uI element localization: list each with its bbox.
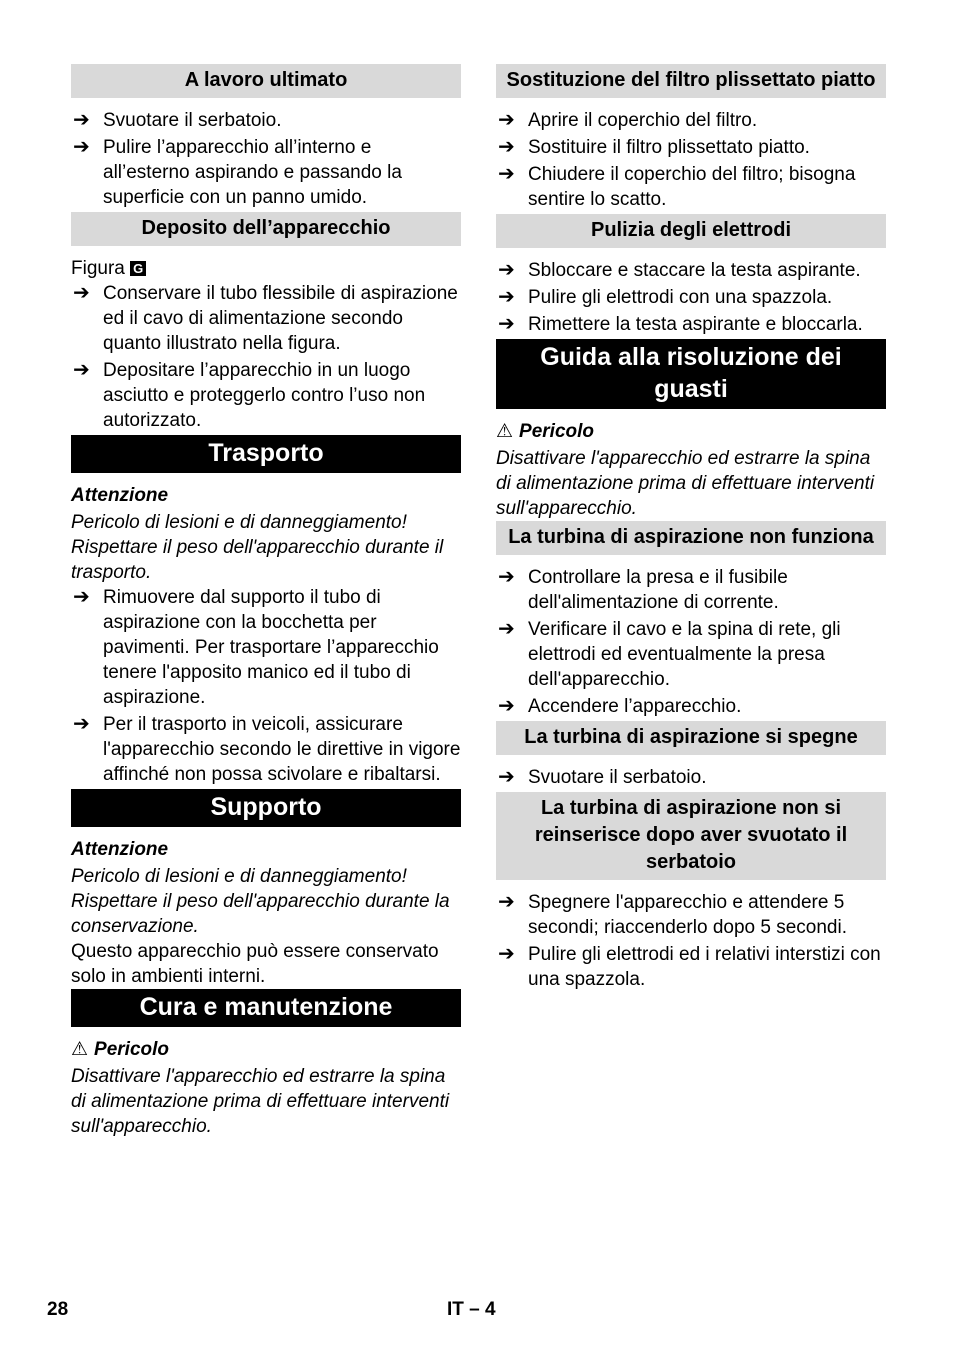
storage-note: Questo apparecchio può essere conservato solo in ambienti interni. <box>71 941 439 987</box>
figure-letter-badge: G <box>130 261 146 276</box>
danger-label <box>71 1037 461 1062</box>
arrow-right-icon: ➔ <box>498 891 515 913</box>
figure-label: Figura <box>71 258 125 279</box>
list-item <box>71 281 461 356</box>
arrow-right-icon: ➔ <box>73 109 90 131</box>
danger-label <box>496 419 886 444</box>
arrow-right-icon: ➔ <box>498 109 515 131</box>
instruction-list <box>71 585 461 787</box>
list-item-text: Rimuovere dal supporto il tubo di aspirazione con la bocchetta per pavimenti. Per trasportare l’apparecchio tenere l'apposito manico ed il tubo di aspirazione. <box>103 587 439 708</box>
danger-text: Disattivare l'apparecchio ed estrarre la spina di alimentazione prima di effettuare interventi sull'apparecchio. <box>496 448 875 519</box>
arrow-right-icon: ➔ <box>73 136 90 158</box>
arrow-right-icon: ➔ <box>498 259 515 281</box>
caution-text: Pericolo di lesioni e di danneggiamento! Rispettare il peso dell'apparecchio durante la conservazione. <box>71 866 450 937</box>
caution-text: Pericolo di lesioni e di danneggiamento! Rispettare il peso dell'apparecchio durante il trasporto. <box>71 512 444 583</box>
list-item <box>71 712 461 787</box>
list-item <box>496 285 886 310</box>
chapter-heading-guida-guasti: Guida alla risoluzione dei guasti <box>496 339 886 409</box>
figure-reference <box>71 256 461 281</box>
danger-label-text: Pericolo <box>94 1039 170 1060</box>
warning-triangle-icon: ⚠ <box>71 1039 89 1060</box>
list-item <box>496 617 886 692</box>
list-item-text: Sbloccare e staccare la testa aspirante. <box>528 260 861 281</box>
list-item <box>71 358 461 433</box>
section-heading-pulizia-elettrodi: Pulizia degli elettrodi <box>496 214 886 248</box>
list-item <box>71 585 461 710</box>
list-item-text: Pulire gli elettrodi ed i relativi interstizi con una spazzola. <box>528 944 881 990</box>
list-item-text: Per il trasporto in veicoli, assicurare l'apparecchio secondo le direttive in vigore affinché non possa scivolare e ribaltarsi. <box>103 714 461 785</box>
instruction-list <box>71 281 461 433</box>
list-item-text: Pulire l’apparecchio all’interno e all’esterno aspirando e passando la superficie con un panno umido. <box>103 137 402 208</box>
caution-label: Attenzione <box>71 485 169 506</box>
list-item-text: Depositare l’apparecchio in un luogo asciutto e proteggerlo contro l’uso non autorizzato. <box>103 360 426 431</box>
arrow-right-icon: ➔ <box>498 943 515 965</box>
list-item <box>496 162 886 212</box>
list-item-text: Sostituire il filtro plissettato piatto. <box>528 137 810 158</box>
arrow-right-icon: ➔ <box>498 136 515 158</box>
left-column <box>71 64 461 1139</box>
list-item-text: Controllare la presa e il fusibile dell'alimentazione di corrente. <box>528 567 788 613</box>
list-item-text: Spegnere l'apparecchio e attendere 5 secondi; riaccenderlo dopo 5 secondi. <box>528 892 847 938</box>
list-item <box>496 942 886 992</box>
page-number: 28 <box>47 1299 69 1320</box>
list-item <box>496 890 886 940</box>
instruction-list <box>496 765 886 790</box>
list-item-text: Conservare il tubo flessibile di aspirazione ed il cavo di alimentazione secondo quanto illustrato nella figura. <box>103 283 458 354</box>
list-item-text: Aprire il coperchio del filtro. <box>528 110 758 131</box>
instruction-list <box>496 258 886 337</box>
arrow-right-icon: ➔ <box>498 766 515 788</box>
list-item-text: Pulire gli elettrodi con una spazzola. <box>528 287 833 308</box>
right-column <box>496 64 886 994</box>
instruction-list <box>496 565 886 719</box>
arrow-right-icon: ➔ <box>73 713 90 735</box>
arrow-right-icon: ➔ <box>498 313 515 335</box>
arrow-right-icon: ➔ <box>498 618 515 640</box>
section-heading-filtro-plissettato: Sostituzione del filtro plissettato piatto <box>496 64 886 98</box>
section-heading-turbina-si-spegne: La turbina di aspirazione si spegne <box>496 721 886 755</box>
arrow-right-icon: ➔ <box>498 163 515 185</box>
instruction-list <box>496 890 886 992</box>
list-item <box>496 694 886 719</box>
arrow-right-icon: ➔ <box>498 286 515 308</box>
danger-text: Disattivare l'apparecchio ed estrarre la spina di alimentazione prima di effettuare interventi sull'apparecchio. <box>71 1066 450 1137</box>
arrow-right-icon: ➔ <box>498 695 515 717</box>
chapter-heading-cura-manutenzione: Cura e manutenzione <box>71 989 461 1027</box>
list-item <box>496 312 886 337</box>
arrow-right-icon: ➔ <box>498 566 515 588</box>
list-item-text: Svuotare il serbatoio. <box>528 767 707 788</box>
list-item-text: Verificare il cavo e la spina di rete, gli elettrodi ed eventualmente la presa dell'apparecchio. <box>528 619 841 690</box>
instruction-list <box>71 108 461 210</box>
list-item <box>496 258 886 283</box>
list-item <box>496 765 886 790</box>
section-heading-turbina-non-funziona: La turbina di aspirazione non funziona <box>496 521 886 555</box>
arrow-right-icon: ➔ <box>73 586 90 608</box>
chapter-heading-trasporto: Trasporto <box>71 435 461 473</box>
section-heading-deposito: Deposito dell’apparecchio <box>71 212 461 246</box>
section-heading-a-lavoro-ultimato: A lavoro ultimato <box>71 64 461 98</box>
list-item <box>71 108 461 133</box>
list-item-text: Svuotare il serbatoio. <box>103 110 282 131</box>
danger-label-text: Pericolo <box>519 421 595 442</box>
footer-language-page: IT – 4 <box>447 1299 496 1320</box>
list-item <box>71 135 461 210</box>
chapter-heading-supporto: Supporto <box>71 789 461 827</box>
list-item <box>496 135 886 160</box>
instruction-list <box>496 108 886 212</box>
list-item-text: Rimettere la testa aspirante e bloccarla. <box>528 314 863 335</box>
list-item-text: Accendere l’apparecchio. <box>528 696 742 717</box>
arrow-right-icon: ➔ <box>73 282 90 304</box>
caution-label: Attenzione <box>71 839 169 860</box>
warning-triangle-icon: ⚠ <box>496 421 514 442</box>
list-item-text: Chiudere il coperchio del filtro; bisogna sentire lo scatto. <box>528 164 856 210</box>
section-heading-turbina-non-reinserisce: La turbina di aspirazione non si reinserisce dopo aver svuotato il serbatoio <box>496 792 886 880</box>
list-item <box>496 565 886 615</box>
list-item <box>496 108 886 133</box>
arrow-right-icon: ➔ <box>73 359 90 381</box>
